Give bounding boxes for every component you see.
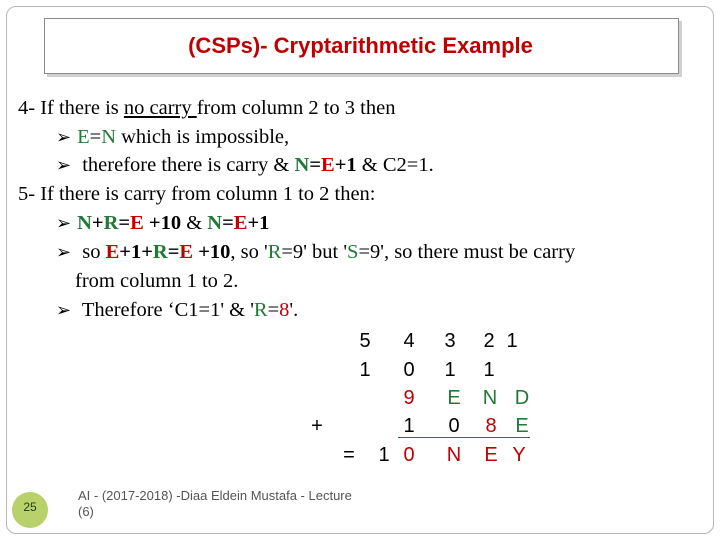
slide-title: (CSPs)- Cryptarithmetic Example xyxy=(188,33,533,58)
arrow-bullet-icon: ➢ xyxy=(56,242,72,263)
bullet-4-eq9: =9 xyxy=(281,241,304,263)
bullet-2 xyxy=(56,154,434,177)
equals-sign: = xyxy=(343,444,355,466)
bullet-3-r: R xyxy=(103,212,119,234)
point-4-post: from column 2 to 3 then xyxy=(196,97,396,119)
footer-line-1: AI - (2017-2018) -Diaa Eldein Mustafa - Lecture xyxy=(78,488,352,503)
arrow-bullet-icon: ➢ xyxy=(56,127,72,148)
addend-2-digit: 1 xyxy=(403,415,415,437)
point-5-number: 5- xyxy=(18,183,36,205)
bullet-5-end: '. xyxy=(289,299,299,321)
bullet-3-eq: = xyxy=(118,212,131,234)
point-5-text: If there is carry from column 1 to 2 then: xyxy=(35,183,376,205)
addend-1-letter: N xyxy=(482,387,498,409)
bullet-5-r: R xyxy=(253,299,268,321)
result-letter: N xyxy=(446,444,462,466)
bullet-2-n: N xyxy=(294,154,310,176)
point-4-underlined: no carry xyxy=(123,97,197,119)
bullet-4-r: R xyxy=(152,241,168,263)
bullet-3-e2: E xyxy=(233,212,248,234)
arrow-bullet-icon: ➢ xyxy=(56,300,72,321)
bullet-5-pre: Therefore ‘C1=1' & ' xyxy=(77,299,254,321)
addend-2-digit: 8 xyxy=(485,415,497,437)
bullet-4-e2: E xyxy=(179,241,194,263)
bullet-4-s: S xyxy=(347,241,359,263)
footer-line-2: (6) xyxy=(78,504,94,519)
bullet-2-eq: = xyxy=(309,154,322,176)
column-number: 4 xyxy=(403,330,415,352)
bullet-3-plus1: +1 xyxy=(247,212,270,234)
bullet-3-e: E xyxy=(130,212,144,234)
bullet-4-so: so xyxy=(77,241,106,263)
addend-2-digit: 0 xyxy=(448,415,460,437)
bullet-2-post: & C2=1. xyxy=(356,154,434,176)
addend-1-letter: D xyxy=(514,387,530,409)
bullet-1-eq: = xyxy=(89,126,102,148)
bullet-4-eq9b: =9 xyxy=(358,241,381,263)
column-number: 5 xyxy=(359,330,371,352)
footer-text xyxy=(78,488,378,520)
carry-digit: 0 xyxy=(403,359,415,381)
column-number: 3 xyxy=(444,330,456,352)
bullet-4-mid2: ' but ' xyxy=(303,241,348,263)
carry-digit: 1 xyxy=(359,359,371,381)
bullet-3-eq2: = xyxy=(222,212,234,234)
bullet-4-end: ', so there must be carry xyxy=(380,241,576,263)
bullet-4-p1: +1+ xyxy=(119,241,153,263)
result-digit: 0 xyxy=(403,444,415,466)
point-4-pre: If there is xyxy=(35,97,124,119)
bullet-4-r2: R xyxy=(267,241,282,263)
point-4 xyxy=(18,97,395,120)
bullet-4-continuation: from column 1 to 2. xyxy=(75,270,239,292)
bullet-2-pre: therefore there is carry & xyxy=(77,154,295,176)
bullet-4-eq: = xyxy=(167,241,180,263)
bullet-1-rest: which is impossible, xyxy=(116,126,290,148)
point-4-number: 4- xyxy=(18,97,36,119)
bullet-3-plus: + xyxy=(91,212,104,234)
addend-1-letter: E xyxy=(447,387,461,409)
bullet-5 xyxy=(56,299,298,322)
bullet-3-n2: N xyxy=(207,212,223,234)
page-number: 25 xyxy=(23,500,37,514)
bullet-1-n: N xyxy=(101,126,116,148)
bullet-1 xyxy=(56,126,289,149)
point-5 xyxy=(18,183,376,206)
arrow-bullet-icon: ➢ xyxy=(56,213,72,234)
bullet-4 xyxy=(56,241,575,264)
bullet-3-n: N xyxy=(77,212,92,234)
bullet-3-p10: +10 xyxy=(143,212,182,234)
bullet-5-eq: = xyxy=(267,299,280,321)
bullet-4-e: E xyxy=(105,241,120,263)
bullet-1-e: E xyxy=(77,126,90,148)
result-letter: E xyxy=(484,444,498,466)
bullet-2-plus1: +1 xyxy=(334,154,357,176)
addend-2-letter: E xyxy=(515,415,529,437)
bullet-3 xyxy=(56,212,269,235)
plus-sign: + xyxy=(311,415,323,437)
carry-digit: 1 xyxy=(444,359,456,381)
arrow-bullet-icon: ➢ xyxy=(56,155,72,176)
column-number: 2 xyxy=(483,330,495,352)
bullet-4-p10: +10 xyxy=(193,241,231,263)
bullet-4-mid1: , so ' xyxy=(230,241,268,263)
result-letter: Y xyxy=(512,444,526,466)
result-digit: 1 xyxy=(378,444,390,466)
sum-line xyxy=(398,437,530,438)
addend-1-digit: 9 xyxy=(403,387,415,409)
bullet-5-8: 8 xyxy=(279,299,290,321)
carry-digit: 1 xyxy=(483,359,495,381)
column-number: 1 xyxy=(506,330,518,352)
bullet-2-e: E xyxy=(321,154,335,176)
bullet-3-amp: & xyxy=(181,212,208,234)
